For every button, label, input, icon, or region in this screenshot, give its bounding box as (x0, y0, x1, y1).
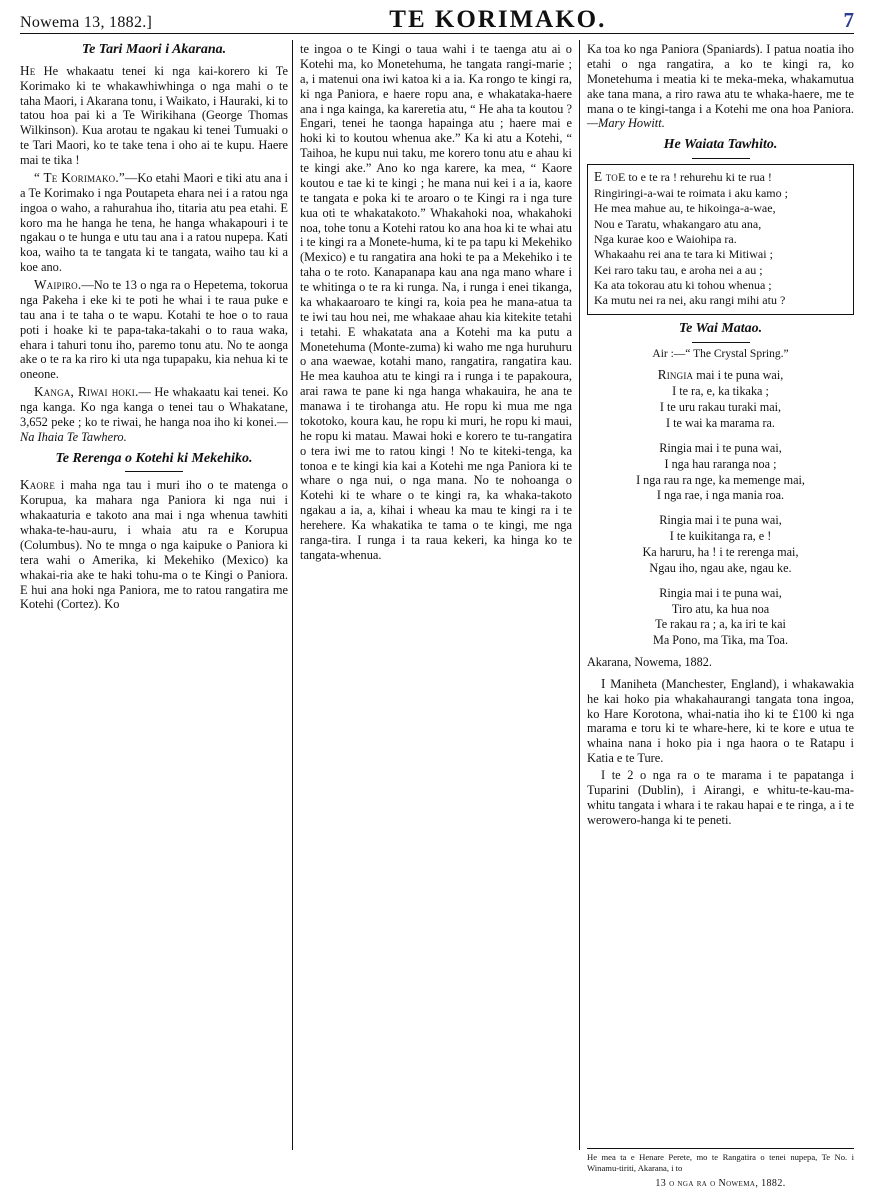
masthead-divider (20, 33, 854, 34)
colophon (587, 1152, 854, 1173)
paragraph-leadin: I (601, 675, 606, 691)
article-byline: —Mary Howitt. (587, 116, 665, 131)
waiata-tawhito-box (587, 164, 854, 315)
verse-line: I te wai ka marama ra. (666, 415, 775, 430)
verse-line-text: mai i te puna wai, (693, 368, 784, 383)
article-byline: —Na Ihaia Te Tawhero. (20, 414, 288, 444)
waiata-line: Kei raro taku tau, e aroha nei a au ; (594, 262, 763, 277)
paragraph-leadin: Kanga, Riwai hoki. (34, 384, 139, 400)
verse-line (587, 366, 854, 384)
paragraph-leadin: “ Te Korimako.” (34, 169, 125, 185)
song-verse (587, 441, 854, 504)
waiata-line: He mea mahue au, te hikoinga-a-wae, (594, 201, 776, 216)
verse-line: I nga hau raranga noa ; (664, 456, 777, 471)
section-heading-rule (692, 342, 750, 343)
verse-line: Ringia mai i te puna wai, (659, 513, 782, 528)
verse-line: I nga rau ra nge, ka memenge mai, (636, 472, 805, 487)
paragraph-body: i maha nga tau i muri iho o te matenga o Korupua, ka mahara nga Paniora ki nga nui i whakaaturia e takoto ana mai i nga whenua tawhiti whaka-te-hau-auru, i whaia atu ra e Korupua (Columbus). No te mnga o nga kaipuke o Paniora ki tera wahi o Amerika, ki Mekehiko (Mexico) ka whakai-ria ake te haki tohu-ma o te Kingi o Paniora. E hui ana hoki nga Paniora, me to ratou rangatira me Kotehi (Cortez). Ko (20, 478, 288, 612)
verse-line: I te ra, e, ka tikaka ; (672, 384, 769, 399)
waiata-line (594, 169, 847, 186)
waiata-line: Nga kurae koo e Waiohipa ra. (594, 232, 737, 247)
paragraph-leadin: Kaore (20, 477, 56, 493)
verse-line: I nga rae, i nga mania roa. (656, 488, 785, 503)
waiata-line: Ringiringi-a-wai te roimata i aku kamo ; (594, 185, 788, 200)
paragraph-body: — He whakaatu kai tenei. Ko nga kanga. Ko nga kanga o tenei tau o Whakatane, 3,652 peke ; ko te riwai, he hanga noa iho ki konei. (20, 385, 289, 429)
waiata-line-leadin: E to (594, 169, 618, 185)
waiata-line: Ka ata tokorau atu ki tohou whenua ; (594, 278, 772, 293)
issue-date: Nowema 13, 1882.] (20, 14, 153, 31)
article-paragraph (20, 277, 288, 382)
colophon-text: He mea ta e Henare Perete, mo te Rangatira o tenei nupepa, Te No. i Winamu-tiriti, Akarana, i to (587, 1152, 854, 1173)
waiata-line: Whakaahu rei ana te tara ki Mitiwai ; (594, 247, 773, 262)
section-heading-te-wai-matao: Te Wai Matao. (678, 320, 763, 336)
paragraph-body: Ka toa ko nga Paniora (Spaniards). I patua noatia iho etahi o nga rangatira, a ko te kingi ra, ko Monetehuma i meatia ki te meka-meka, whakamutua ake tana mana, a riro rawa atu te whaka-haere, me te mana o te kingi-tanga i a Kotehi me ona hoa Paniora. (587, 42, 854, 116)
song-place-date: Akarana, Nowema, 1882. (587, 655, 712, 670)
waiata-line-text: E to e te ra ! rehurehu ki te rua ! (618, 170, 772, 185)
article-paragraph (20, 63, 288, 168)
colophon-divider (587, 1148, 854, 1149)
verse-line: Ringia mai i te puna wai, (659, 585, 782, 600)
article-paragraph (20, 384, 288, 445)
waiata-line: Nou e Taratu, whakangaro atu ana, (594, 216, 762, 231)
paragraph-body: He whakaatu tenei ki nga kai-korero ki Te Korimako ki te whakawhiwhinga o nga mahi o te taha Maori, i Akarana tonu, i Waikato, i Hauraki, ki to tatou hoa pai ki a Te Wirikihana (George Thomas Wilkinson). Kua arotau te ngakau ki tenei Tumuaki o te Tari Maori, ko te take tena i oho ai te kupu. Haere mai te tika ! (20, 63, 288, 168)
verse-line: Tiro atu, ka hua noa (671, 601, 770, 616)
section-heading-rule (125, 471, 183, 472)
waiata-line: Ka mutu nei ra nei, aku rangi mihi atu ? (594, 293, 786, 308)
section-heading-rule (692, 158, 750, 159)
column-divider-1 (292, 40, 293, 1150)
verse-line: Te rakau ra ; a, ka iri te kai (655, 617, 786, 632)
paragraph-body: —No te 13 o nga ra o Hepetema, tokorua nga Pakeha i eke ki te poti he whai i te raua puke e tau ana i te taha o te wapu. Kotahi te hoe o to raua poti i hoake ki te papa-taka-takahi o to raua waka, ehara i tahuri tonu iho, paremo tonu atu. No te aonga ake o te ra ka riro ki uta nga tupapaku, kia nehua ki te oneone. (20, 278, 288, 382)
column-3 (587, 42, 854, 830)
section-heading-waiata-tawhito: He Waiata Tawhito. (663, 137, 778, 153)
article-paragraph: te ingoa o te Kingi o taua wahi i te taenga atu ai o Kotehi ma, ko Monetehuma, he tangata rangi-marie ; a, i matenui ona iwi katoa ki a ia. Ka rongo te kingi ra, ki nga Paniora, e haere ropu ana, e whakataka-haere ana i nga kainga, ka kareretia atu, “ He aha ta koutou ? Engari, tenei he taonga hapainga atu ; haere mai e hoki ki to koutou whenua ake.” Ka ki atu a Kotehi, “ Taihoa, he kupu nui taku, me korero tonu atu e ahau ki te kingi ake.” Ano ko nga karere, ka mea, “ Kaore koutou e tae ki te kingi ; he mana nui kei i a ia, kaore te tangata e poka ki te aroaro o te Kingi ra i nga ture kua oti te whakatakoto.” Whakahoki noa, whakahoki noa, tohe tonu a Kotehi ratou ko ana hoa ki te whai atu i te kingi ra a Monete-huma, ki te pa tapu ki Mekehiko (Mexico) e tu rangatira ana hoki te pa a Mekehiko i te taha o te roto. Kanapanapa kau ana nga mano whare i te whitinga o te ra ki runga. Na, i runga i enei tikanga, ka whakaaroaro te kingi ra, koia pea he mana-atua ta te iwi tau hou nei, me whakaae ahau kia kitekite tetahi i tetahi. E whakatata ana a Kotehi ma ka putu a Monetehuma (Monte-zuma) ki waho me nga huruhuru o ana waewae, kotahi mano, rangatira, rangatira kau. He mea kauhoa atu te kingi ra i runga i te papakoura, arai rawa te pane ki nga hanga whakauira, he ana te manawa i te tirohanga atu. He ropu ki mua me nga tokotoko, koura kau, he ropu ki muri, he ropu ki maui, he ropu ki matau. Mawai hoki e korero te tu-rangatira o tera iwi me to ratou kingi ! No te kiteki-tenga, ka tonoa e te kingi kia kai a Kotehi me nga Paniora ki te whare o nga nui, o nga mana. No te nohoanga o Kotehi ki te whare o te kingi ra, ka whaka-takoto ngakau a ia, a, kihai i wheau ka mau te kingi ra i te herehere. Ka whakatika te tama o te kingi, me nga ranga-tira. I runga i ta raua kekeri, ka hinga ko te tangata-whenua. (300, 42, 572, 562)
column-1 (20, 42, 288, 614)
masthead (20, 6, 854, 36)
song-air-label: Air :—“ The Crystal Spring.” (652, 347, 789, 360)
column-2 (300, 42, 572, 565)
article-paragraph (20, 170, 288, 275)
article-paragraph: I te 2 o nga ra o te marama i te papatanga i Tuparini (Dublin), i Airangi, e whitu-te-kau-ma-whitu tangata i whara i te rakau hapai e te ringa, a i te werowero-hanga ki te peneti. (587, 768, 854, 827)
page-number: 7 (843, 8, 854, 32)
section-heading-kotehi: Te Rerenga o Kotehi ki Mekehiko. (55, 450, 253, 466)
paragraph-leadin: Waipiro. (34, 277, 82, 293)
verse-line-leadin: Ringia (657, 367, 694, 383)
paragraph-body: —Ko etahi Maori e tiki atu ana i a Te Korimako i nga Poutapeta ehara nei i a ratou nga ingoa o waho, a rahurahua iho, titaria atu pea etahi. E koro ma he hanga he tena, he hanga whakapouri i te ngakau o te hunga e utu tau ana i a ratou nupepa. Kati koa, waiho ta te tangata ki te tangata, waiho tau ki a koe ano. (20, 170, 288, 275)
column-divider-2 (579, 40, 580, 1150)
paragraph-body: Maniheta (Manchester, England), i whakawakia he kai hoko pia whakahaurangi tangata tona ingoa, ko Hare Korotona, whai-natia iho ki te £100 ki nga marama e toru ki te whare-here, ki te kore e utua te whaina nana i hoko pia i nga haora o te Ratapu i Katia e te Ture. (587, 676, 854, 766)
article-paragraph (20, 477, 288, 612)
song-verse (587, 586, 854, 649)
verse-line: Ringia mai i te puna wai, (659, 440, 782, 455)
page-title: TE KORIMAKO. (389, 6, 607, 33)
verse-line: Ka haruru, ha ! i te rerenga mai, (642, 545, 799, 559)
verse-line: I te kuikitanga ra, e ! (669, 529, 772, 544)
song-verse (587, 366, 854, 431)
section-heading-tari-maori: Te Tari Maori i Akarana. (81, 42, 227, 57)
paragraph-leadin: He (20, 62, 36, 78)
colophon-footer-date: 13 o nga ra o Nowema, 1882. (655, 1178, 786, 1189)
article-paragraph (587, 676, 854, 766)
song-verse (587, 513, 854, 576)
verse-line: Ma Pono, ma Tika, ma Toa. (652, 633, 789, 648)
verse-line: I te uru rakau turaki mai, (659, 400, 782, 415)
verse-line: Ngau iho, ngau ake, ngau ke. (649, 560, 792, 575)
article-paragraph (587, 42, 854, 131)
